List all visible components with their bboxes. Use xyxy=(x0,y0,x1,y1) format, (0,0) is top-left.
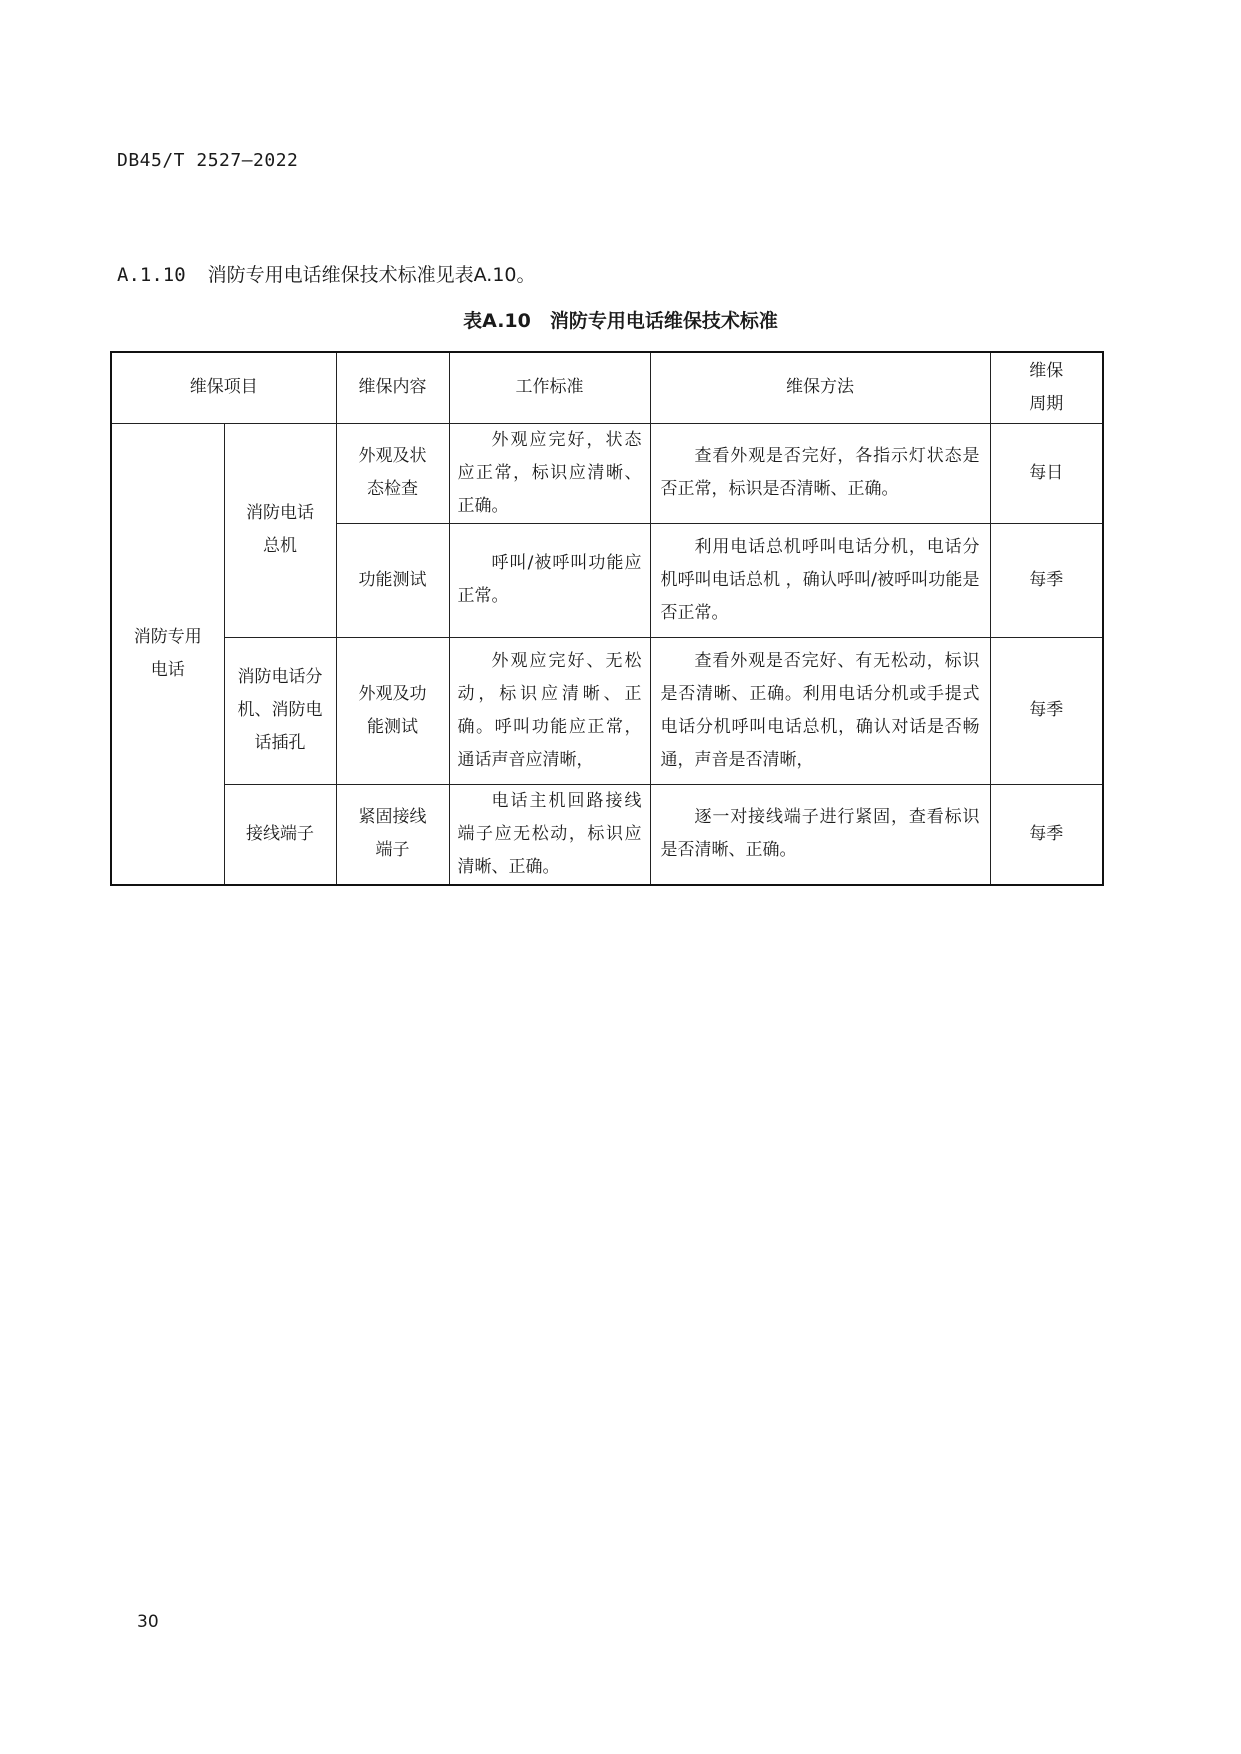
content-cell: 外观及功能测试 xyxy=(336,637,449,784)
method-cell: 查看外观是否完好、有无松动，标识是否清晰、正确。利用电话分机或手提式电话分机呼叫电话总机，确认对话是否畅通，声音是否清晰， xyxy=(650,637,990,784)
period-cell: 每季 xyxy=(990,523,1103,637)
method-cell: 利用电话总机呼叫电话分机，电话分机呼叫电话总机 ，确认呼叫/被呼叫功能是否正常。 xyxy=(650,523,990,637)
table-row xyxy=(111,784,1103,885)
section-number: A.1.10 xyxy=(117,264,186,286)
table-title: 表A.10 消防专用电话维保技术标准 xyxy=(463,310,778,332)
table-row xyxy=(111,637,1103,784)
header-item: 维保项目 xyxy=(111,352,336,423)
standard-cell: 呼叫/被呼叫功能应正常。 xyxy=(449,523,650,637)
period-cell: 每日 xyxy=(990,423,1103,523)
section-text: 消防专用电话维保技术标准见表A.10。 xyxy=(207,264,536,286)
method-cell: 查看外观是否完好，各指示灯状态是否正常，标识是否清晰、正确。 xyxy=(650,423,990,523)
content-cell: 外观及状态检查 xyxy=(336,423,449,523)
section-paragraph xyxy=(117,260,536,287)
header-method: 维保方法 xyxy=(650,352,990,423)
header-standard: 工作标准 xyxy=(449,352,650,423)
standard-cell: 外观应完好，状态应正常，标识应清晰、正确。 xyxy=(449,423,650,523)
content-cell: 紧固接线端子 xyxy=(336,784,449,885)
maintenance-table xyxy=(110,351,1104,886)
header-period-line2: 周期 xyxy=(1029,393,1064,414)
sub-item-cell: 消防电话分机、消防电话插孔 xyxy=(224,637,336,784)
group-cell: 消防专用电话 xyxy=(111,423,224,885)
document-id: DB45/T 2527—2022 xyxy=(117,150,299,171)
header-content: 维保内容 xyxy=(336,352,449,423)
method-cell: 逐一对接线端子进行紧固，查看标识是否清晰、正确。 xyxy=(650,784,990,885)
standard-cell: 外观应完好、无松动，标识应清晰、正确。呼叫功能应正常，通话声音应清晰， xyxy=(449,637,650,784)
standard-cell: 电话主机回路接线端子应无松动，标识应清晰、正确。 xyxy=(449,784,650,885)
content-cell: 功能测试 xyxy=(336,523,449,637)
table-header-row xyxy=(111,352,1103,423)
header-period-line1: 维保 xyxy=(1029,360,1064,381)
period-cell: 每季 xyxy=(990,784,1103,885)
table-row xyxy=(111,423,1103,523)
header-period xyxy=(990,352,1103,423)
sub-item-cell: 接线端子 xyxy=(224,784,336,885)
period-cell: 每季 xyxy=(990,637,1103,784)
page-number: 30 xyxy=(137,1612,159,1632)
sub-item-cell: 消防电话总机 xyxy=(224,423,336,637)
